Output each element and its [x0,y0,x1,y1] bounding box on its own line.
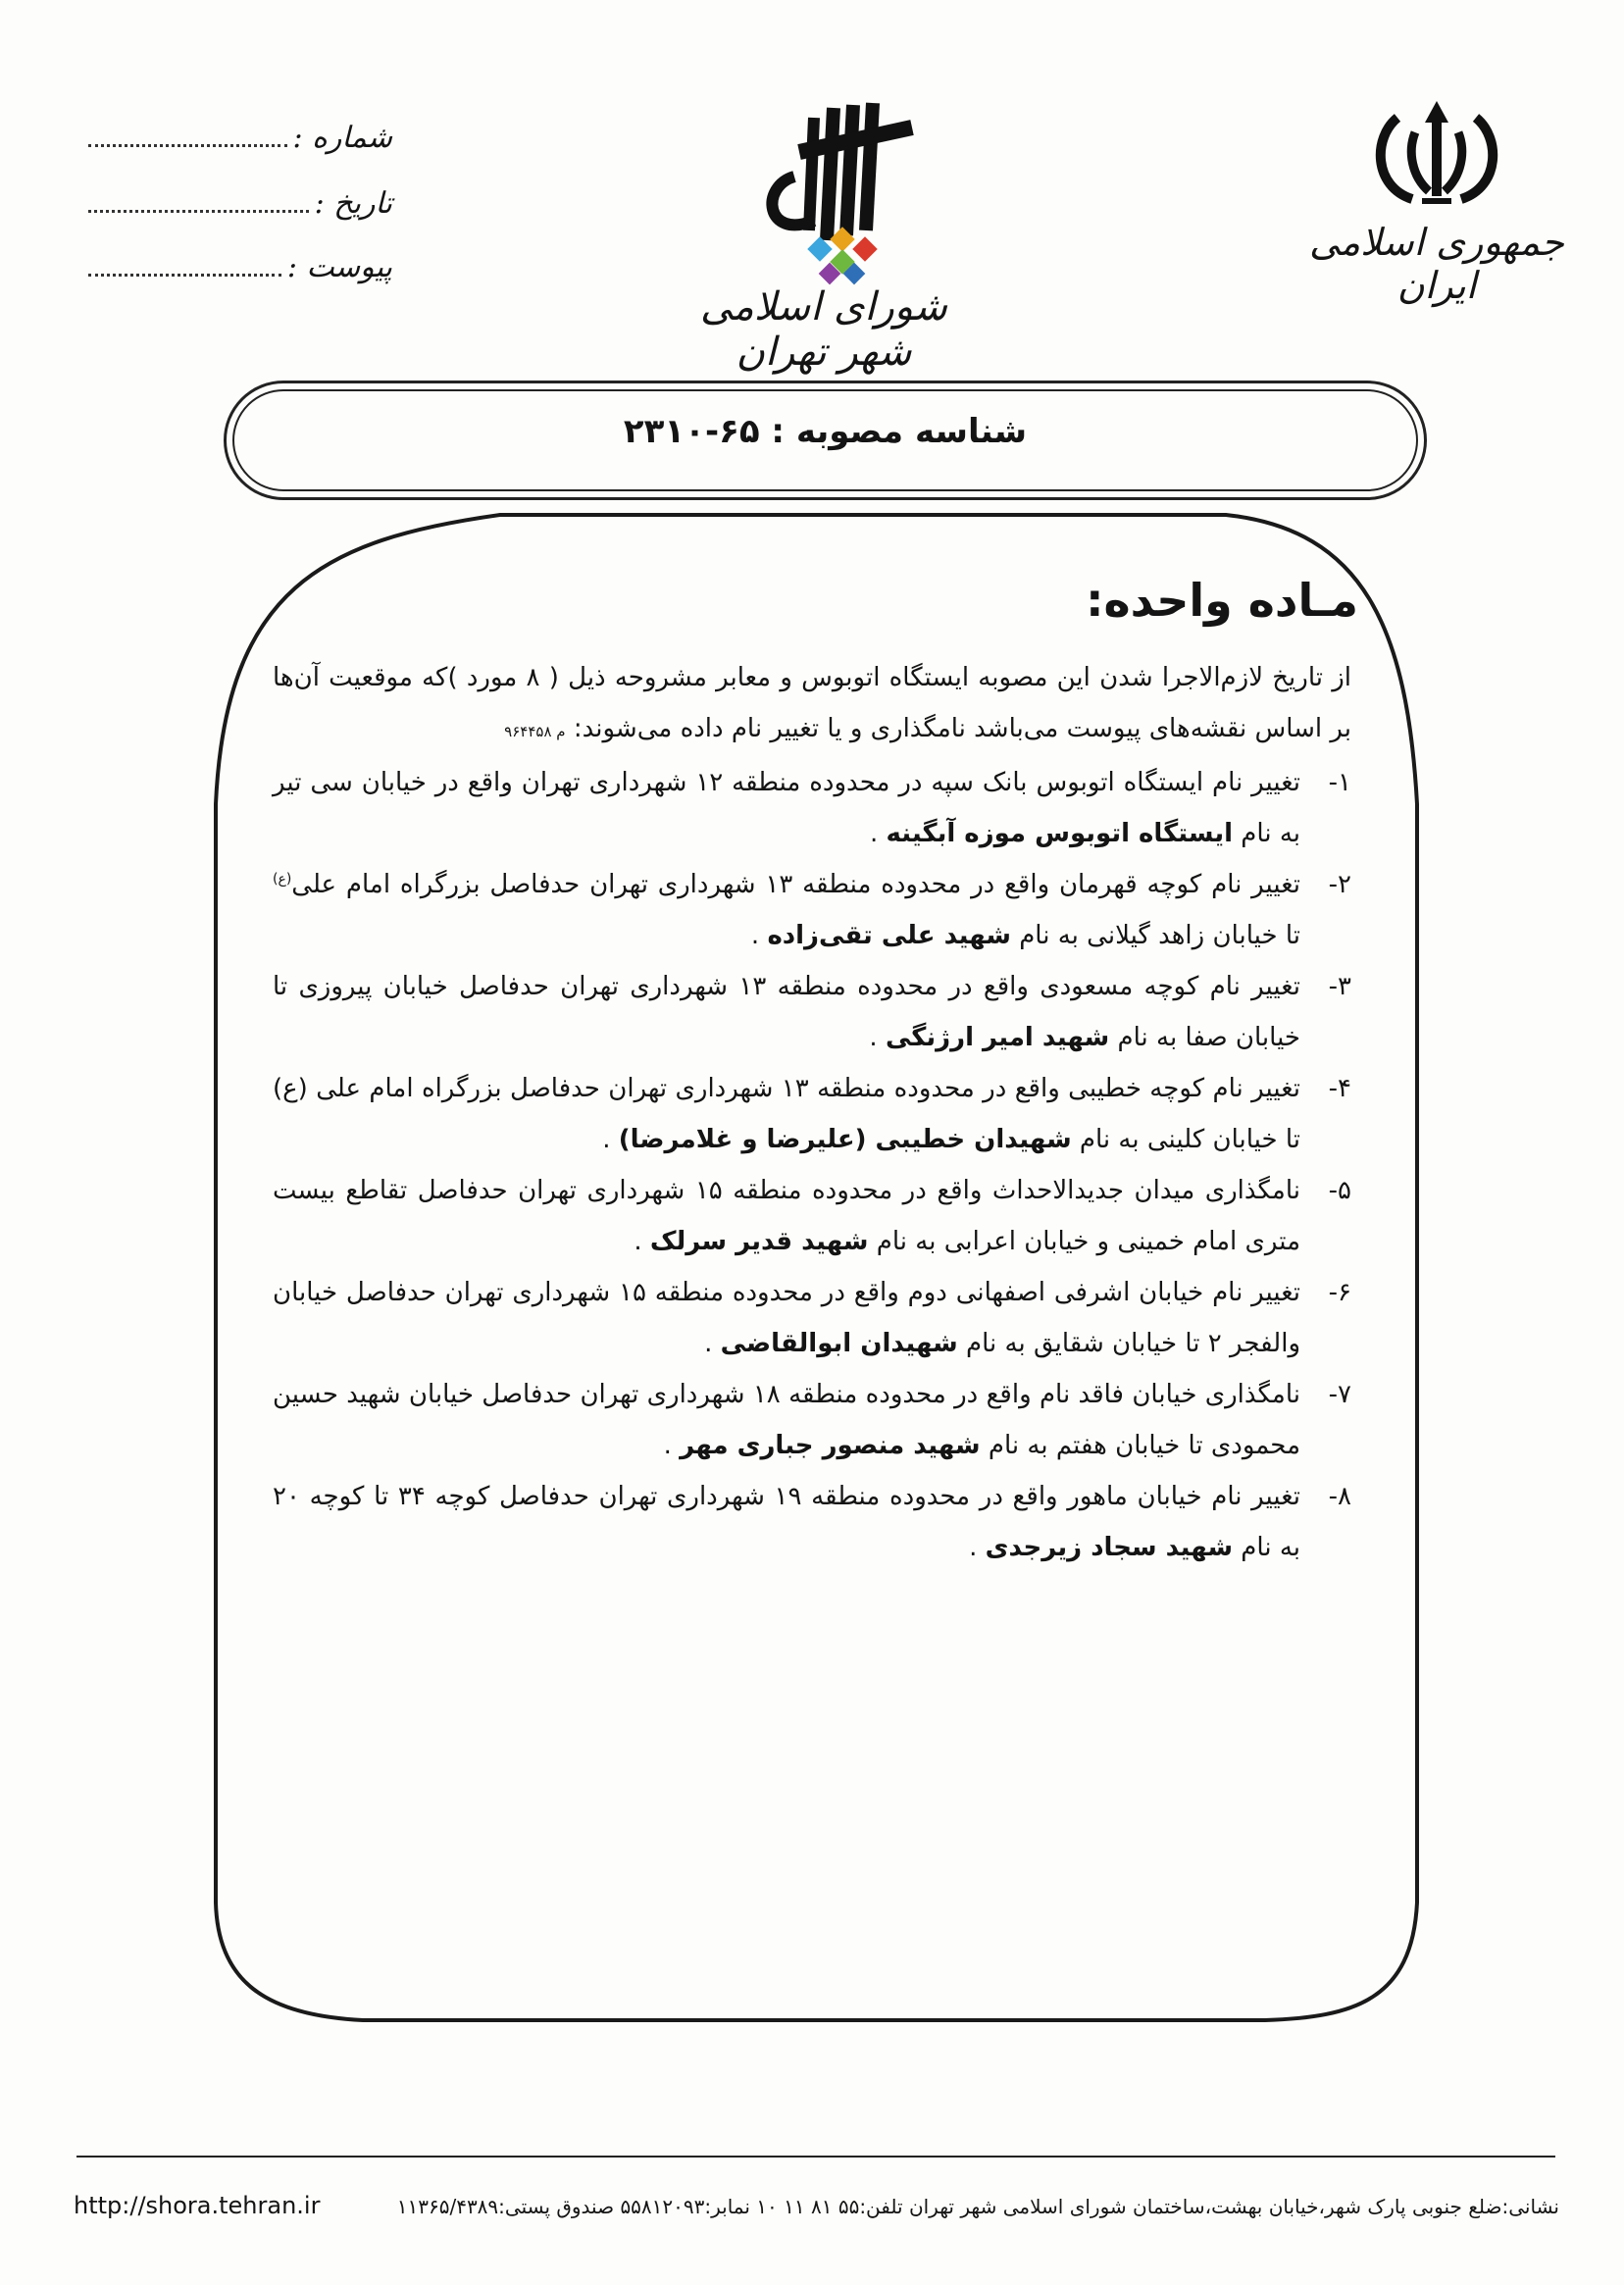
number-field [88,116,392,155]
approval-id: شناسه مصوبه : ۶۵-۲۳۱۰ [623,412,1028,451]
attachment-field [88,245,392,284]
date-dotted-line [88,209,309,213]
item-end: . [663,1431,681,1460]
item-end: . [602,1125,619,1154]
footer-divider [76,2156,1555,2158]
city-council-logo-icon [740,93,937,289]
attachment-dotted-line [88,273,281,277]
list-item [273,1471,1351,1573]
intro-text: از تاریخ لازم‌الاجرا شدن این مصوبه ایستگاه اتوبوس و معابر مشروحه ذیل ( ۸ مورد )که موقعیت آن‌ها بر اساس نقشه‌های پیوست می‌باشد نامگذاری و یا تغییر نام داده می‌شوند: [273,663,1351,743]
item-number: ۳- [1328,972,1351,1001]
item-new-name: شهید امیر ارژنگی [885,1023,1110,1052]
list-item [273,1063,1351,1165]
item-number: ۷- [1328,1380,1351,1409]
item-end: . [634,1227,650,1256]
item-end: . [869,1023,886,1052]
item-end: . [869,819,887,848]
date-label: تاریخ : [314,186,392,221]
item-new-name: شهید سجاد زیرجدی [985,1533,1234,1562]
item-new-name: شهید منصور جباری مهر [680,1431,981,1460]
article-content [273,652,1351,1573]
item-text: نامگذاری میدان جدیدالاحداث واقع در محدوده منطقه ۱۵ شهرداری تهران حدفاصل تقاطع بیست متری امام خمینی و خیابان اعرابی به نام [273,1176,1300,1256]
item-end: . [969,1533,986,1562]
item-number: ۱- [1328,768,1351,797]
attachment-label: پیوست : [286,250,392,284]
item-text: نامگذاری خیابان فاقد نام واقع در محدوده منطقه ۱۸ شهرداری تهران حدفاصل خیابان شهید حسین محمودی تا خیابان هفتم به نام [273,1380,1300,1460]
list-item [273,757,1351,859]
item-new-name: شهید علی تقی‌زاده [767,921,1011,950]
item-number: ۶- [1328,1278,1351,1307]
number-label: شماره : [292,121,392,155]
item-new-name: شهیدان ابوالقاضی [720,1329,958,1358]
number-dotted-line [88,143,287,147]
iran-emblem-icon [1368,93,1505,211]
article-title: مـاده واحده: [1086,574,1358,627]
list-item [273,859,1351,961]
item-number: ۸- [1328,1482,1351,1511]
item-end: . [750,921,768,950]
item-new-name: ایستگاه اتوبوس موزه آبگینه [886,819,1234,848]
item-number: ۴- [1328,1074,1351,1103]
intro-paragraph [273,652,1351,757]
website-link[interactable]: http://shora.tehran.ir [74,2192,321,2219]
footer-address: نشانی:ضلع جنوبی پارک شهر،خیابان بهشت،ساختمان شورای اسلامی شهر تهران تلفن:۵۵ ۸۱ ۱۱ ۱۰ نمابر:۵۵۸۱۲۰۹۳ صندوق پستی:۱۱۳۶۵/۴۳۸۹ [396,2195,1559,2218]
list-item [273,1267,1351,1369]
item-number: ۵- [1328,1176,1351,1205]
item-number: ۲- [1328,870,1351,899]
item-new-name: شهید قدیر سرلک [649,1227,869,1256]
list-item [273,961,1351,1063]
intro-note: م ۹۶۴۴۵۸ [504,723,566,740]
item-text: تغییر نام کوچه خطیبی واقع در محدوده منطقه ۱۳ شهرداری تهران حدفاصل بزرگراه امام علی (ع) تا خیابان کلینی به نام [273,1074,1300,1154]
item-text: تغییر نام خیابان اشرفی اصفهانی دوم واقع در محدوده منطقه ۱۵ شهرداری تهران حدفاصل خیابان والفجر ۲ تا خیابان شقایق به نام [273,1278,1300,1358]
list-item [273,1369,1351,1471]
date-field [88,181,392,221]
item-text-continued: تا خیابان زاهد گیلانی به نام [1019,921,1300,950]
country-name: جمهوری اسلامی ایران [1309,221,1564,307]
item-text: تغییر نام خیابان ماهور واقع در محدوده منطقه ۱۹ شهرداری تهران حدفاصل کوچه ۳۴ تا کوچه ۲۰ به نام [273,1482,1300,1562]
council-name: شورای اسلامی شهر تهران [700,284,947,375]
item-text: تغییر نام ایستگاه اتوبوس بانک سپه در محدوده منطقه ۱۲ شهرداری تهران واقع در خیابان سی تیر به نام [273,768,1300,848]
item-superscript: (ع) [273,871,292,888]
item-new-name: شهیدان خطیبی (علیرضا و غلامرضا) [618,1125,1072,1154]
list-item [273,1165,1351,1267]
items-list [273,757,1351,1573]
item-end: . [704,1329,721,1358]
item-text: تغییر نام کوچه مسعودی واقع در محدوده منطقه ۱۳ شهرداری تهران حدفاصل خیابان پیروزی تا خیابان صفا به نام [273,972,1300,1052]
item-text: تغییر نام کوچه قهرمان واقع در محدوده منطقه ۱۳ شهرداری تهران حدفاصل بزرگراه امام علی [291,870,1300,899]
